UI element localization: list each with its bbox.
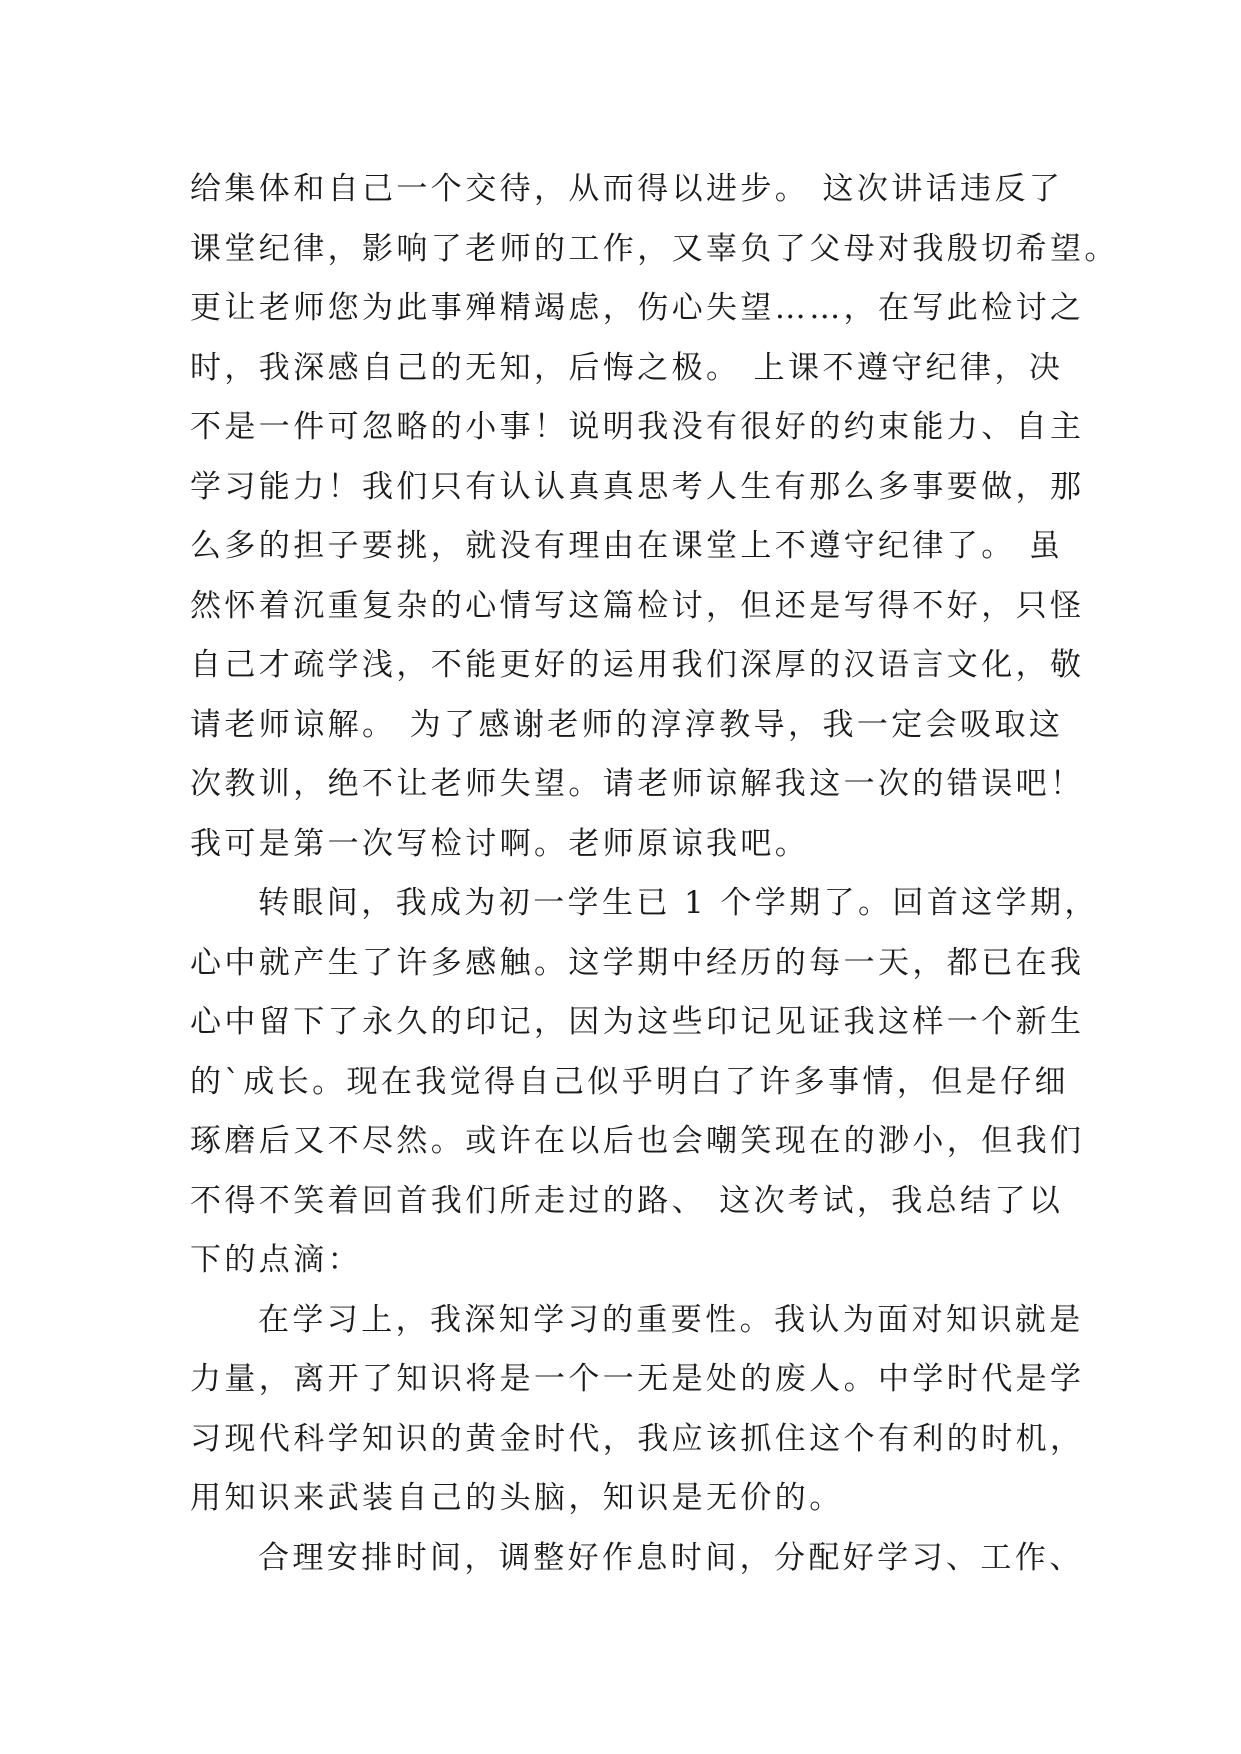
text-line: 请老师谅解。 为了感谢老师的淳淳教导，我一定会吸取这 bbox=[190, 706, 1064, 743]
text-line: 转眼间，我成为初一学生已 1 个学期了。回首这学期， bbox=[258, 885, 1099, 921]
text-line: 心中留下了永久的印记，因为这些印记见证我这样一个新生 bbox=[190, 1004, 1085, 1040]
text-line: 给集体和自己一个交待，从而得以进步。 这次讲话违反了 bbox=[190, 171, 1064, 207]
text-line: 学习能力！我们只有认认真真思考人生有那么多事要做，那 bbox=[190, 468, 1085, 505]
text-line: 下的点滴： bbox=[190, 1242, 362, 1278]
text-line: 次教训，绝不让老师失望。请老师谅解我这一次的错误吧！ bbox=[190, 766, 1085, 802]
text-line: 的`成长。现在我觉得自己似乎明白了许多事情，但是仔细 bbox=[190, 1063, 1069, 1100]
text-line: 然怀着沉重复杂的心情写这篇检讨，但还是写得不好，只怪 bbox=[190, 587, 1085, 624]
text-line: 琢磨后又不尽然。或许在以后也会嘲笑现在的渺小，但我们 bbox=[190, 1123, 1085, 1159]
text-line: 自己才疏学浅，不能更好的运用我们深厚的汉语言文化，敬 bbox=[190, 647, 1085, 683]
text-line: 时，我深感自己的无知，后悔之极。 上课不遵守纪律，决 bbox=[190, 349, 1064, 386]
text-line: 力量，离开了知识将是一个一无是处的废人。中学时代是学 bbox=[190, 1361, 1085, 1397]
paragraph bbox=[190, 1529, 1084, 1589]
paragraph bbox=[190, 160, 1119, 874]
text-line: 么多的担子要挑，就没有理由在课堂上不遵守纪律了。 虽 bbox=[190, 528, 1064, 564]
text-line: 在学习上，我深知学习的重要性。我认为面对知识就是 bbox=[258, 1301, 1084, 1338]
document-body bbox=[190, 160, 1119, 1588]
text-line: 心中就产生了许多感触。这学期中经历的每一天，都已在我 bbox=[190, 944, 1085, 981]
text-line: 课堂纪律，影响了老师的工作，又辜负了父母对我殷切希望。 bbox=[190, 230, 1119, 267]
text-line: 不是一件可忽略的小事！说明我没有很好的约束能力、自主 bbox=[190, 409, 1085, 445]
text-line: 不得不笑着回首我们所走过的路、 这次考试，我总结了以 bbox=[190, 1182, 1064, 1219]
text-line: 我可是第一次写检讨啊。老师原谅我吧。 bbox=[190, 825, 810, 862]
text-line: 合理安排时间，调整好作息时间，分配好学习、工作、 bbox=[258, 1539, 1084, 1576]
paragraph bbox=[190, 874, 1099, 1291]
text-line: 用知识来武装自己的头脑，知识是无价的。 bbox=[190, 1480, 844, 1516]
paragraph bbox=[190, 1291, 1085, 1529]
text-line: 习现代科学知识的黄金时代，我应该抓住这个有利的时机， bbox=[190, 1420, 1085, 1457]
text-line: 更让老师您为此事殚精竭虑，伤心失望……，在写此检讨之 bbox=[190, 290, 1085, 326]
